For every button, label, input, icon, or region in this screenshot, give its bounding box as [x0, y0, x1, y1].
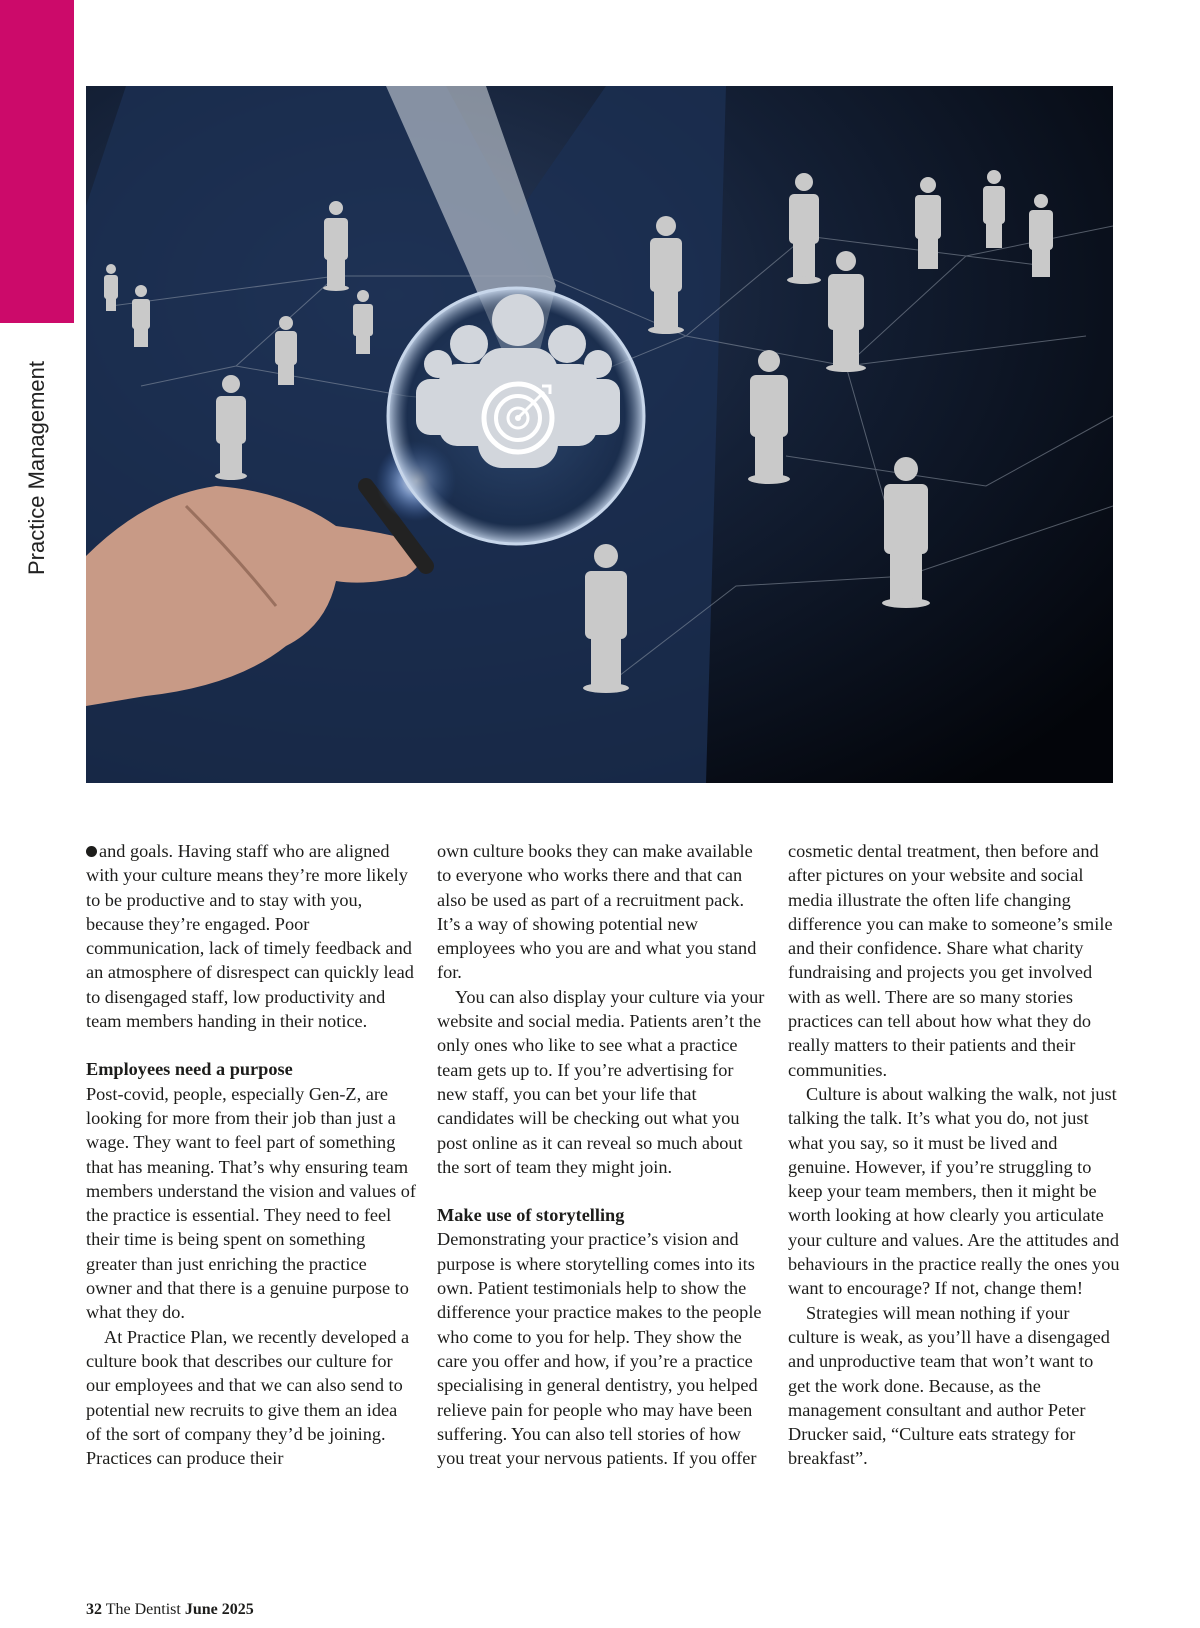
column-1 [86, 839, 416, 1470]
hero-image [86, 86, 1113, 783]
subheading: Employees need a purpose [86, 1059, 293, 1080]
paragraph: Demonstrating your practice’s vision and purpose is where storytelling comes into its own. Patient testimonials help to show the difference your practice makes to the people who come to you for help. They show the care you offer and how, if you’re a practice specialising in general dentistry, you helped relieve pain for people who may have been suffering. You can also tell stories of how you treat your nervous patients. If you offer [437, 1229, 762, 1469]
paragraph: Strategies will mean nothing if your culture is weak, as you’ll have a disengaged and unproductive team that won’t want to get the work done. Because, as the management consultant and author Peter Drucker said, “Culture eats strategy for breakfast”. [788, 1302, 1110, 1469]
paragraph: Culture is about walking the walk, not just talking the talk. It’s what you do, not just what you say, so it must be lived and genuine. However, if you’re struggling to keep your team members, then it might be worth looking at how clearly you articulate your culture and values. Are the attitudes and behaviours in the practice really the ones you want to encourage? If not, change them! [788, 1083, 1120, 1299]
section-color-tab [0, 0, 74, 323]
subheading: Make use of storytelling [437, 1205, 625, 1226]
paragraph: cosmetic dental treatment, then before and after pictures on your website and social media illustrate the often life changing difference you can make to someone’s smile and their confidence. Share what charity fundraising and projects you get involved with as well. There are so many stories practices can tell about how what they do really matters to their patients and their communities. [788, 841, 1113, 1080]
section-label [0, 333, 74, 603]
section-label-text: Practice Management [24, 361, 49, 575]
page-number: 32 [86, 1601, 102, 1618]
paragraph: and goals. Having staff who are aligned with your culture means they’re more likely to be productive and to stay with you, because they’re engaged. Poor communication, lack of timely feedback and an atmosphere of disrespect can quickly lead to disengaged staff, low productivity and team members handing in their notice. [86, 841, 414, 1032]
paragraph: You can also display your culture via your website and social media. Patients aren’t the only ones who like to see what a practice team gets up to. If you’re advertising for new staff, you can bet your life that candidates will be checking out what you post online as it can reveal so much about the sort of team they might join. [437, 986, 765, 1177]
continuation-marker-icon [86, 846, 97, 857]
page-footer [86, 1601, 254, 1619]
column-2 [437, 839, 767, 1470]
paragraph: own culture books they can make available to everyone who works there and that can also be used as part of a recruitment pack. It’s a way of showing potential new employees who you are and what you stand for. [437, 841, 757, 983]
paragraph: Post-covid, people, especially Gen-Z, are looking for more from their job than just a wage. They want to feel part of something that has meaning. That’s why ensuring team members understand the vision and values of the practice is essential. They need to feel their time is being spent on something greater than just enriching the practice owner and that there is a genuine purpose to what they do. [86, 1083, 416, 1323]
publication-name: The Dentist [105, 1601, 181, 1618]
issue-date: June 2025 [184, 1601, 254, 1618]
column-3 [788, 839, 1120, 1471]
paragraph: At Practice Plan, we recently developed a culture book that describes our culture for our employees and that we can also send to potential new recruits to give them an idea of the sort of company they’d be joining. Practices can produce their [86, 1326, 410, 1469]
